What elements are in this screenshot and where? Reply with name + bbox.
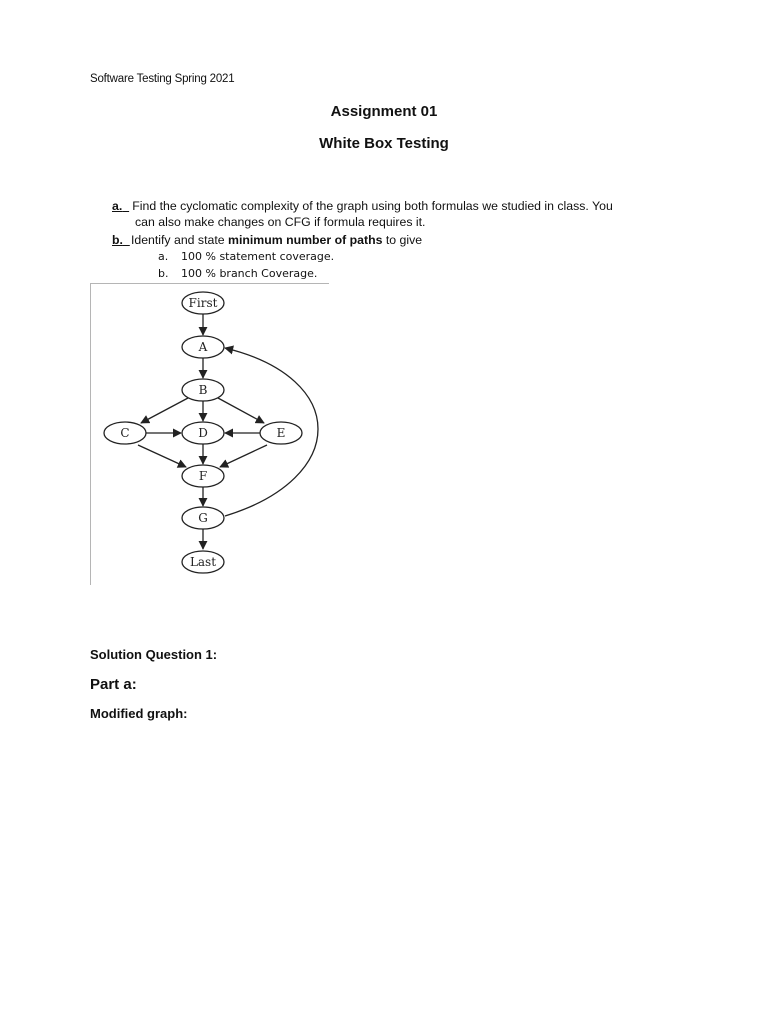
topic-title: White Box Testing [319,135,449,152]
question-b-label: b. [112,233,123,247]
subitem-statement-text: 100 % statement coverage. [181,250,335,263]
question-a-line1: Find the cyclomatic complexity of the graph using both formulas we studied in class. You [132,199,613,213]
subitem-statement-label: a. [158,250,169,263]
node-label-last: Last [189,555,217,569]
node-label-a: A [198,340,208,354]
cfg-graph [91,283,329,585]
edge-b-c [141,398,188,423]
node-label-g: G [198,511,208,525]
question-a-line2: can also make changes on CFG if formula requires it. [135,215,426,229]
solution-heading: Solution Question 1: [90,647,218,662]
modified-graph-heading: Modified graph: [90,706,188,721]
part-a-heading: Part a: [90,676,137,693]
subitem-branch-label: b. [158,267,169,280]
node-label-f: F [198,469,208,483]
question-a-label: a. [112,199,123,213]
question-b-pre: Identify and state [130,233,229,247]
node-label-c: C [120,426,130,440]
node-label-first: First [188,296,218,310]
node-label-b: B [198,383,208,397]
assignment-title: Assignment 01 [330,103,438,120]
edge-c-f [138,445,186,467]
edge-b-e [218,398,264,423]
question-b-post: to give [382,233,423,247]
node-label-d: D [198,426,208,440]
question-b [112,232,422,248]
edge-e-f [220,445,267,467]
question-b-bold: minimum number of paths [228,233,383,247]
node-label-e: E [276,426,286,440]
document-header: Software Testing Spring 2021 [90,73,235,85]
cfg-figure [90,283,329,585]
question-a [112,198,613,214]
subitem-branch-text: 100 % branch Coverage. [181,267,318,280]
